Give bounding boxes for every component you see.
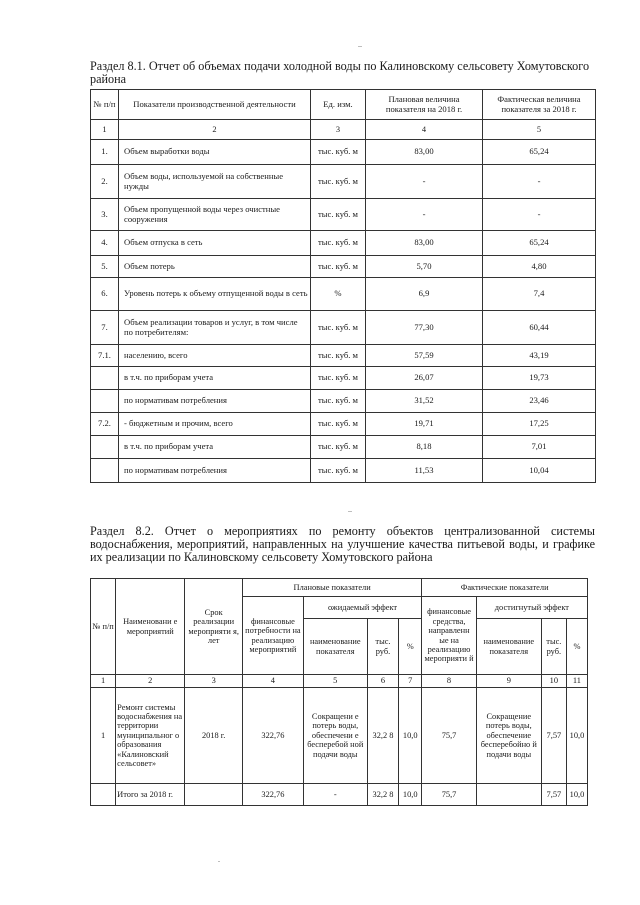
col-number: 4: [243, 675, 304, 688]
row-plan: 5,70: [366, 256, 483, 278]
row-fact: 17,25: [483, 413, 596, 436]
row-num: 3.: [91, 199, 119, 231]
row-num: [91, 436, 119, 459]
row-name: по нормативам потребления: [119, 459, 311, 483]
row-fact-fin: 75,7: [422, 784, 477, 806]
row-term: 2018 г.: [185, 688, 243, 784]
section1-title: Раздел 8.1. Отчет об объемах подачи холодной воды по Калиновскому сельсовету Хомутовского района: [90, 59, 590, 86]
row-plan: -: [366, 165, 483, 199]
row-name: Уровень потерь к объему отпущенной воды в сеть: [119, 278, 311, 311]
header-fact-fin: финансовые средства, направленн ые на реализацию мероприяти й: [422, 597, 477, 675]
row-num: 2.: [91, 165, 119, 199]
row-fact-fin: 75,7: [422, 688, 477, 784]
row-plan: 83,00: [366, 231, 483, 256]
header-thous: тыс. руб.: [541, 619, 566, 675]
col-number: 7: [399, 675, 422, 688]
row-name: Объем воды, используемой на собственные нужды: [119, 165, 311, 199]
row-plan: 31,52: [366, 390, 483, 413]
col-number: 6: [367, 675, 398, 688]
header-plan-group: Плановые показатели: [243, 579, 422, 597]
row-unit: тыс. куб. м: [311, 413, 366, 436]
header-achieved-effect: достигнутый эффект: [476, 597, 587, 619]
row-plan-thous: 32,2 8: [367, 688, 398, 784]
header-plan-fin: финансовые потребности на реализацию мероприятий: [243, 597, 304, 675]
section2-title: Раздел 8.2. Отчет о мероприятиях по ремонту объектов централизованной системы водоснабжения, мероприятий, направленных на улучшение качества питьевой воды, и графике их реализации по Калиновскому сельсовету Хомутовского района: [90, 524, 595, 564]
col-number: 4: [366, 120, 483, 140]
table-row: [91, 140, 596, 165]
row-name: Объем отпуска в сеть: [119, 231, 311, 256]
row-plan: 57,59: [366, 345, 483, 367]
row-fact: 4,80: [483, 256, 596, 278]
header-pct: %: [399, 619, 422, 675]
row-num: 7.2.: [91, 413, 119, 436]
row-fact: 65,24: [483, 231, 596, 256]
row-plan: 6,9: [366, 278, 483, 311]
row-fact: 60,44: [483, 311, 596, 345]
table-header-row: [91, 90, 596, 120]
row-unit: тыс. куб. м: [311, 165, 366, 199]
row-fact-thous: 7,57: [541, 784, 566, 806]
table-row: [91, 256, 596, 278]
row-unit: тыс. куб. м: [311, 345, 366, 367]
table-row: [91, 165, 596, 199]
col-number: 3: [185, 675, 243, 688]
row-num: 5.: [91, 256, 119, 278]
table-row: [91, 367, 596, 390]
col-number: 2: [116, 675, 185, 688]
row-name: в т.ч. по приборам учета: [119, 436, 311, 459]
row-plan: 83,00: [366, 140, 483, 165]
col-number: 11: [566, 675, 587, 688]
row-num: [91, 390, 119, 413]
table-row: [91, 199, 596, 231]
row-plan: 77,30: [366, 311, 483, 345]
page-mark-top: ..: [358, 40, 362, 49]
row-num: 7.: [91, 311, 119, 345]
row-fact: 65,24: [483, 140, 596, 165]
activities-table: [90, 578, 588, 806]
total-row: [91, 784, 588, 806]
header-unit: Ед. изм.: [311, 90, 366, 120]
row-num: [91, 784, 116, 806]
row-num: 1.: [91, 140, 119, 165]
header-pct: %: [566, 619, 587, 675]
row-num: 7.1.: [91, 345, 119, 367]
row-plan: 19,71: [366, 413, 483, 436]
row-name: Объем пропущенной воды через очистные сооружения: [119, 199, 311, 231]
row-num: 1: [91, 688, 116, 784]
table-row: [91, 311, 596, 345]
row-unit: тыс. куб. м: [311, 256, 366, 278]
row-term: [185, 784, 243, 806]
table-row: [91, 390, 596, 413]
row-unit: тыс. куб. м: [311, 390, 366, 413]
table-row: [91, 436, 596, 459]
row-fact-pct: 10,0: [566, 784, 587, 806]
col-number: 10: [541, 675, 566, 688]
column-number-row: [91, 120, 596, 140]
row-fact-effect: Сокращение потерь воды, обеспечение бесперебойно й подачи воды: [476, 688, 541, 784]
col-number: 1: [91, 120, 119, 140]
col-number: 2: [119, 120, 311, 140]
row-fact: 7,01: [483, 436, 596, 459]
row-name: в т.ч. по приборам учета: [119, 367, 311, 390]
row-fact: 7,4: [483, 278, 596, 311]
col-number: 3: [311, 120, 366, 140]
row-name: Итого за 2018 г.: [116, 784, 185, 806]
row-name: Объем реализации товаров и услуг, в том числе по потребителям:: [119, 311, 311, 345]
row-fact: 43,19: [483, 345, 596, 367]
row-plan: 26,07: [366, 367, 483, 390]
row-num: 4.: [91, 231, 119, 256]
row-name: Ремонт системы водоснабжения на территории муниципальног о образования «Калиновский сельсовет»: [116, 688, 185, 784]
col-number: 1: [91, 675, 116, 688]
header-effect-name: наименование показателя: [476, 619, 541, 675]
header-expected-effect: ожидаемый эффект: [303, 597, 421, 619]
table-row: [91, 688, 588, 784]
row-unit: %: [311, 278, 366, 311]
table-row: [91, 231, 596, 256]
water-supply-table: [90, 89, 596, 483]
row-fact: -: [483, 165, 596, 199]
row-fact: 19,73: [483, 367, 596, 390]
row-plan-fin: 322,76: [243, 688, 304, 784]
header-indicator: Показатели производственной деятельности: [119, 90, 311, 120]
header-num: № п/п: [91, 90, 119, 120]
table-row: [91, 413, 596, 436]
header-fact-group: Фактические показатели: [422, 579, 588, 597]
col-number: 5: [303, 675, 367, 688]
row-plan-pct: 10,0: [399, 688, 422, 784]
column-number-row: [91, 675, 588, 688]
row-fact-effect: [476, 784, 541, 806]
page-mark-middle: ..: [348, 505, 352, 514]
row-fact: -: [483, 199, 596, 231]
table-row: [91, 459, 596, 483]
row-name: по нормативам потребления: [119, 390, 311, 413]
row-plan-pct: 10,0: [399, 784, 422, 806]
row-unit: тыс. куб. м: [311, 367, 366, 390]
row-plan: 8,18: [366, 436, 483, 459]
row-unit: тыс. куб. м: [311, 436, 366, 459]
row-name: населению, всего: [119, 345, 311, 367]
row-name: Объем выработки воды: [119, 140, 311, 165]
table-row: [91, 278, 596, 311]
row-num: 6.: [91, 278, 119, 311]
row-fact: 23,46: [483, 390, 596, 413]
row-unit: тыс. куб. м: [311, 459, 366, 483]
row-plan-fin: 322,76: [243, 784, 304, 806]
row-fact-thous: 7,57: [541, 688, 566, 784]
table-row: [91, 345, 596, 367]
col-number: 9: [476, 675, 541, 688]
header-fact: Фактическая величина показателя за 2018 г.: [483, 90, 596, 120]
row-unit: тыс. куб. м: [311, 199, 366, 231]
row-plan-effect: -: [303, 784, 367, 806]
header-row-1: [91, 579, 588, 597]
col-number: 5: [483, 120, 596, 140]
header-name: Наименовани е мероприятий: [116, 579, 185, 675]
row-unit: тыс. куб. м: [311, 231, 366, 256]
row-fact: 10,04: [483, 459, 596, 483]
header-plan: Плановая величина показателя на 2018 г.: [366, 90, 483, 120]
row-fact-pct: 10,0: [566, 688, 587, 784]
page-mark-bottom: .: [218, 855, 220, 864]
header-term: Срок реализации мероприяти я, лет: [185, 579, 243, 675]
row-num: [91, 367, 119, 390]
row-unit: тыс. куб. м: [311, 140, 366, 165]
row-plan-thous: 32,2 8: [367, 784, 398, 806]
row-num: [91, 459, 119, 483]
row-name: - бюджетным и прочим, всего: [119, 413, 311, 436]
col-number: 8: [422, 675, 477, 688]
header-thous: тыс. руб.: [367, 619, 398, 675]
row-plan-effect: Сокращени е потерь воды, обеспечени е бесперебой ной подачи воды: [303, 688, 367, 784]
row-name: Объем потерь: [119, 256, 311, 278]
header-num: № п/п: [91, 579, 116, 675]
row-plan: 11,53: [366, 459, 483, 483]
row-plan: -: [366, 199, 483, 231]
header-effect-name: наименование показателя: [303, 619, 367, 675]
row-unit: тыс. куб. м: [311, 311, 366, 345]
